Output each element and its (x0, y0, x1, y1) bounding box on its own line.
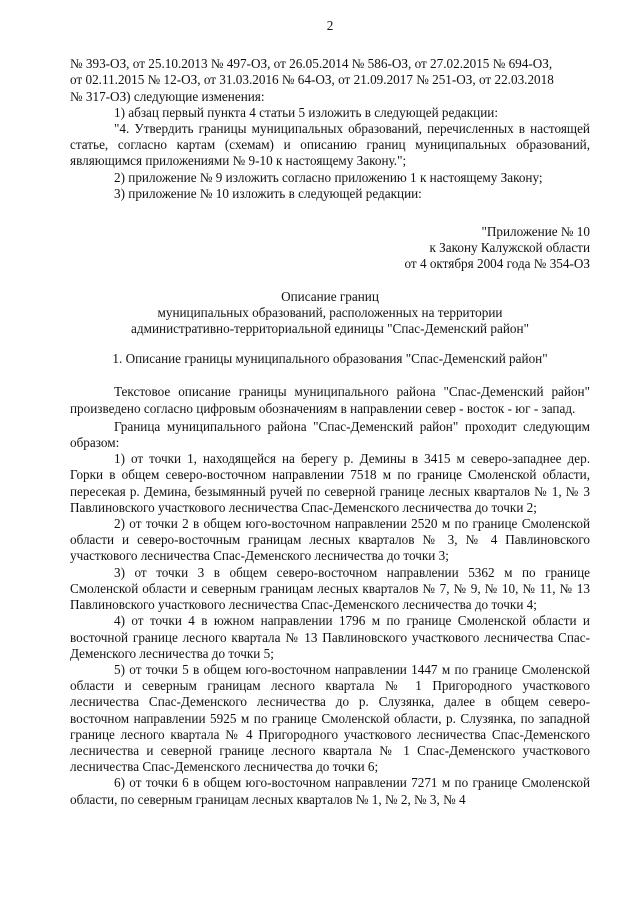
appendix-line-3: от 4 октября 2004 года № 354-ОЗ (404, 256, 590, 272)
body-paragraph: 4) от точки 4 в южном направлении 1796 м по границе Смоленской области и восточной границе лесного квартала № 13 Павлиновского участкового лесничества Спас-Деменского лесничества до точки 5; (70, 613, 590, 661)
section-title: 1. Описание границы муниципального образования "Спас-Деменский район" (112, 351, 548, 367)
body-paragraph: 5) от точки 5 в общем юго-восточном направлении 1447 м по границе Смоленской области и северным границам лесного квартала № 1 Пригородного участкового лесничества Спас-Деменского лесничества до р. Слузянка, далее в общем северо-восточном направлении 5925 м по границе Смоленской области, р. Слузянка, по западной границе лесного квартала № 4 Пригородного участкового лесничества Спас-Деменского лесничества и северной границе лесного квартала № 1 Спас-Деменского участкового лесничества Спас-Деменского лесничества до точки 6; (70, 661, 590, 775)
intro-line-3: № 317-ОЗ) следующие изменения: (70, 88, 265, 104)
change-item-2: 2) приложение № 9 изложить согласно приложению 1 к настоящему Закону; (114, 169, 543, 185)
body-paragraphs (70, 384, 590, 807)
change-item-1: 1) абзац первый пункта 4 статьи 5 изложить в следующей редакции: (114, 104, 499, 120)
body-paragraph: 1) от точки 1, находящейся на берегу р. Демины в 3415 м северо-западнее дер. Горки в общем северо-восточном направлении 7518 м по границе Смоленской области, пересекая р. Демина, безымянный ручей по северной границе лесных кварталов № 1, № 3 Павлиновского участкового лесничества Спас-Деменского лесничества до точки 2; (70, 451, 590, 515)
body-paragraph: 2) от точки 2 в общем юго-восточном направлении 2520 м по границе Смоленской области и северо-восточным границам лесных кварталов № 3, № 4 Павлиновского участкового лесничества Спас-Деменского лесничества до точки 3; (70, 516, 590, 564)
body-paragraph: Граница муниципального района "Спас-Деменский район" проходит следующим образом: (70, 418, 590, 451)
document-page (70, 18, 590, 808)
change-item-3: 3) приложение № 10 изложить в следующей редакции: (114, 185, 422, 201)
change-quote: "4. Утвердить границы муниципальных образований, перечисленных в настоящей статье, согласно картам (схемам) и описанию границ муниципальных образований, являющимся приложениями № 9-10 к настоящему Закону."; (70, 121, 590, 169)
description-title-line-2: муниципальных образований, расположенных на территории (157, 304, 503, 320)
description-title-line-3: административно-территориальной единицы "Спас-Деменский район" (131, 321, 529, 337)
appendix-header (70, 224, 590, 273)
body-paragraph: 6) от точки 6 в общем юго-восточном направлении 7271 м по границе Смоленской области, по северным границам лесных кварталов № 1, № 2, № 3, № 4 (70, 775, 590, 807)
body-paragraph: Текстовое описание границы муниципального района "Спас-Деменский район" произведено согласно цифровым обозначениям в направлении север - восток - юг - запад. (70, 384, 590, 416)
appendix-line-1: "Приложение № 10 (481, 224, 590, 240)
intro-block (70, 56, 590, 105)
body-paragraph: 3) от точки 3 в общем северо-восточном направлении 5362 м по границе Смоленской области и северным границам лесных кварталов № 7, № 9, № 10, № 11, № 13 Павлиновского участкового лесничества Спас-Деменского лесничества до точки 4; (70, 564, 590, 613)
page-number: 2 (326, 18, 334, 33)
intro-line-1: № 393-ОЗ, от 25.10.2013 № 497-ОЗ, от 26.05.2014 № 586-ОЗ, от 27.02.2015 № 694-ОЗ, (70, 56, 553, 72)
description-title (70, 289, 590, 338)
intro-line-2: от 02.11.2015 № 12-ОЗ, от 31.03.2016 № 64-ОЗ, от 21.09.2017 № 251-ОЗ, от 22.03.2018 (70, 72, 554, 88)
appendix-line-2: к Закону Калужской области (429, 240, 590, 256)
description-title-line-1: Описание границ (281, 288, 379, 304)
